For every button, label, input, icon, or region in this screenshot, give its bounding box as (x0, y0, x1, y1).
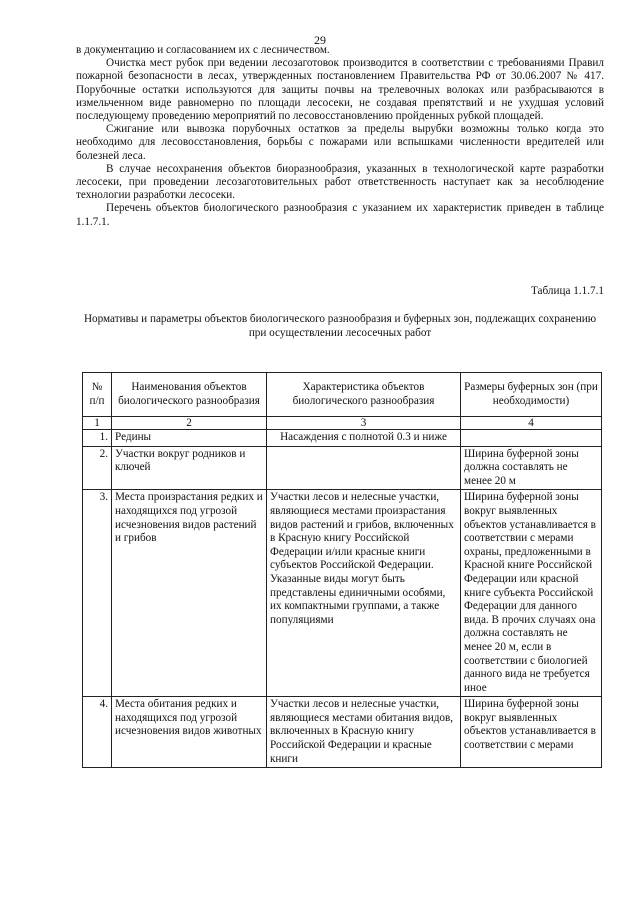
paragraph-list-reference: Перечень объектов биологического разнообразия с указанием их характеристик приведен в таблице 1.1.7.1. (76, 202, 604, 228)
row-characteristic: Насаждения с полнотой 0.3 и ниже (267, 430, 461, 447)
header-num: № п/п (83, 373, 112, 417)
column-number: 1 (83, 417, 112, 430)
biodiversity-table (82, 372, 602, 768)
row-name: Места обитания редких и находящихся под угрозой исчезновения видов животных (112, 697, 267, 768)
column-number: 2 (112, 417, 267, 430)
table-label: Таблица 1.1.7.1 (530, 285, 604, 297)
body-text (76, 44, 604, 229)
table-row (83, 490, 602, 697)
paragraph-burning: Сжигание или вывозка порубочных остатков за пределы вырубки возможны только когда это необходимо для лесовосстановления, борьбы с пожарами или вспышками численности вредителей или болезней леса. (76, 123, 604, 162)
header-name: Наименования объектов биологического разнообразия (112, 373, 267, 417)
table-header-row (83, 373, 602, 417)
header-characteristic: Характеристика объектов биологического разнообразия (267, 373, 461, 417)
row-name: Участки вокруг родников и ключей (112, 446, 267, 490)
table-row (83, 446, 602, 490)
row-number: 1. (83, 430, 112, 447)
header-buffer: Размеры буферных зон (при необходимости) (461, 373, 602, 417)
table-title: Нормативы и параметры объектов биологического разнообразия и буферных зон, подлежащих сохранению при осуществлении лесосечных работ (83, 313, 597, 339)
row-buffer: Ширина буферной зоны должна составлять не менее 20 м (461, 446, 602, 490)
table-row (83, 430, 602, 447)
row-number: 2. (83, 446, 112, 490)
paragraph-continuation: в документацию и согласованием их с лесничеством. (76, 44, 330, 56)
column-number-row (83, 417, 602, 430)
column-number: 4 (461, 417, 602, 430)
table-row (83, 697, 602, 768)
row-buffer (461, 430, 602, 447)
row-buffer: Ширина буферной зоны вокруг выявленных объектов устанавливается в соответствии с мерами охраны, предложенными в Красной книге Российской Федерации или красной книге субъекта Российской Федерации для данного вида. В прочих случаях она должна составлять не менее 20 м, если в соответствии с биологией данного вида не требуется иное (461, 490, 602, 697)
paragraph-cleaning: Очистка мест рубок при ведении лесозаготовок производится в соответствии с требованиями Правил пожарной безопасности в лесах, утвержденных постановлением Правительства РФ от 30.06.2007 № 417. Порубочные остатки используются для защиты почвы на трелевочных волоках или разбрасываются в измельченном виде равномерно по площади лесосеки, не создавая препятствий и не ухудшая условий последующему проведению мероприятий по лесовосстановлению пройденных рубкой площадей. (76, 57, 604, 123)
row-characteristic: Участки лесов и нелесные участки, являющиеся местами обитания видов, включенных в Красную книгу Российской Федерации и красные книги (267, 697, 461, 768)
row-number: 3. (83, 490, 112, 697)
row-number: 4. (83, 697, 112, 768)
row-buffer: Ширина буферной зоны вокруг выявленных объектов устанавливается в соответствии с мерами (461, 697, 602, 768)
row-characteristic (267, 446, 461, 490)
paragraph-responsibility: В случае несохранения объектов биоразнообразия, указанных в технологической карте разработки лесосеки, при проведении лесозаготовительных работ ответственность наступает как за несоблюдение технологии разработки лесосеки. (76, 162, 604, 202)
row-name: Места произрастания редких и находящихся под угрозой исчезновения видов растений и грибов (112, 490, 267, 697)
column-number: 3 (267, 417, 461, 430)
page-number: 29 (314, 33, 326, 47)
row-characteristic: Участки лесов и нелесные участки, являющиеся местами произрастания видов растений и грибов, включенных в Красную книгу Российской Федерации и/или красные книги субъектов Российской Федерации. Указанные виды могут быть представлены единичными особями, их компактными группами, а также популяциями (267, 490, 461, 697)
row-name: Редины (112, 430, 267, 447)
